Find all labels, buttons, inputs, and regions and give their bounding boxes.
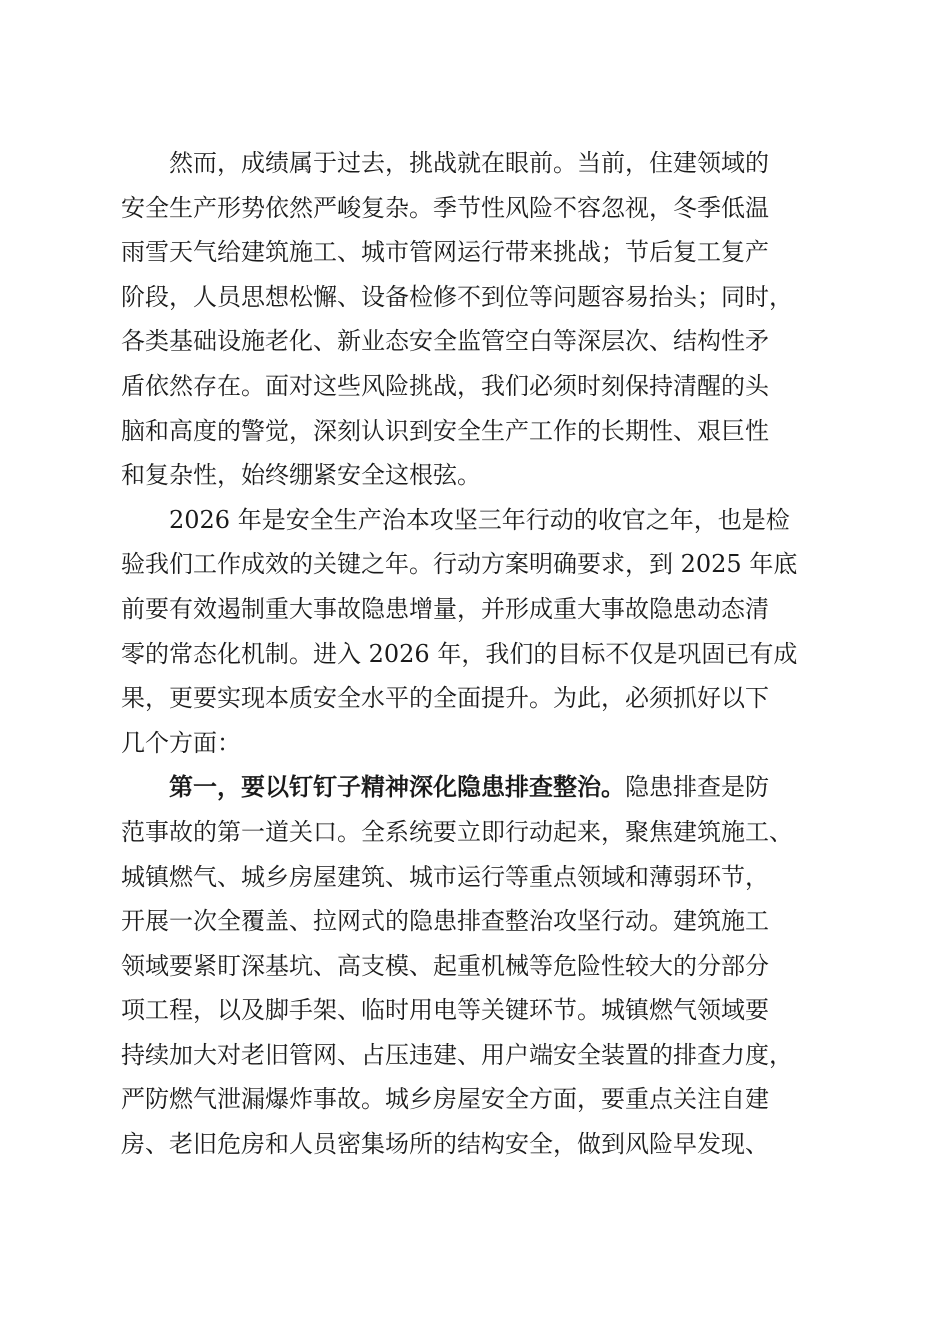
text-line: 前要有效遏制重大事故隐患增量，并形成重大事故隐患动态清 (121, 594, 769, 623)
text-line: 开展一次全覆盖、拉网式的隐患排查整治攻坚行动。建筑施工 (121, 907, 769, 936)
paragraph-2026-goals (121, 498, 841, 766)
text-line: 项工程，以及脚手架、临时用电等关键环节。城镇燃气领域要 (121, 996, 769, 1025)
text-line: 房、老旧危房和人员密集场所的结构安全，做到风险早发现、 (121, 1130, 769, 1159)
text-line: 阶段，人员思想松懈、设备检修不到位等问题容易抬头；同时， (121, 282, 793, 311)
text-line: 几个方面： (121, 728, 241, 757)
text-line: 零的常态化机制。进入 2026 年，我们的目标不仅是巩固已有成 (121, 639, 798, 668)
text-line: 安全生产形势依然严峻复杂。季节性风险不容忽视，冬季低温 (121, 193, 769, 222)
heading-line-rest: 隐患排查是防 (625, 773, 769, 802)
paragraph-challenges (121, 141, 841, 498)
text-line: 严防燃气泄漏爆炸事故。城乡房屋安全方面，要重点关注自建 (121, 1085, 769, 1114)
section-heading: 第一，要以钉钉子精神深化隐患排查整治。 (121, 772, 625, 802)
text-line: 果，更要实现本质安全水平的全面提升。为此，必须抓好以下 (121, 684, 769, 713)
paragraph-first-point (121, 765, 841, 1166)
document-body (121, 141, 841, 1167)
text-line: 领域要紧盯深基坑、高支模、起重机械等危险性较大的分部分 (121, 951, 769, 980)
text-line (121, 765, 841, 810)
text-line: 范事故的第一道关口。全系统要立即行动起来，聚焦建筑施工、 (121, 817, 793, 846)
text-line: 雨雪天气给建筑施工、城市管网运行带来挑战；节后复工复产 (121, 238, 769, 267)
text-line: 城镇燃气、城乡房屋建筑、城市运行等重点领域和薄弱环节， (121, 862, 769, 891)
text-line: 然而，成绩属于过去，挑战就在眼前。当前，住建领域的 (121, 149, 769, 177)
text-line: 盾依然存在。面对这些风险挑战，我们必须时刻保持清醒的头 (121, 371, 769, 400)
text-line: 各类基础设施老化、新业态安全监管空白等深层次、结构性矛 (121, 327, 769, 356)
text-line: 2026 年是安全生产治本攻坚三年行动的收官之年，也是检 (121, 505, 790, 534)
text-line: 验我们工作成效的关键之年。行动方案明确要求，到 2025 年底 (121, 550, 798, 579)
text-line: 和复杂性，始终绷紧安全这根弦。 (121, 461, 481, 490)
text-line: 持续加大对老旧管网、占压违建、用户端安全装置的排查力度， (121, 1040, 793, 1069)
text-line: 脑和高度的警觉，深刻认识到安全生产工作的长期性、艰巨性 (121, 416, 769, 445)
